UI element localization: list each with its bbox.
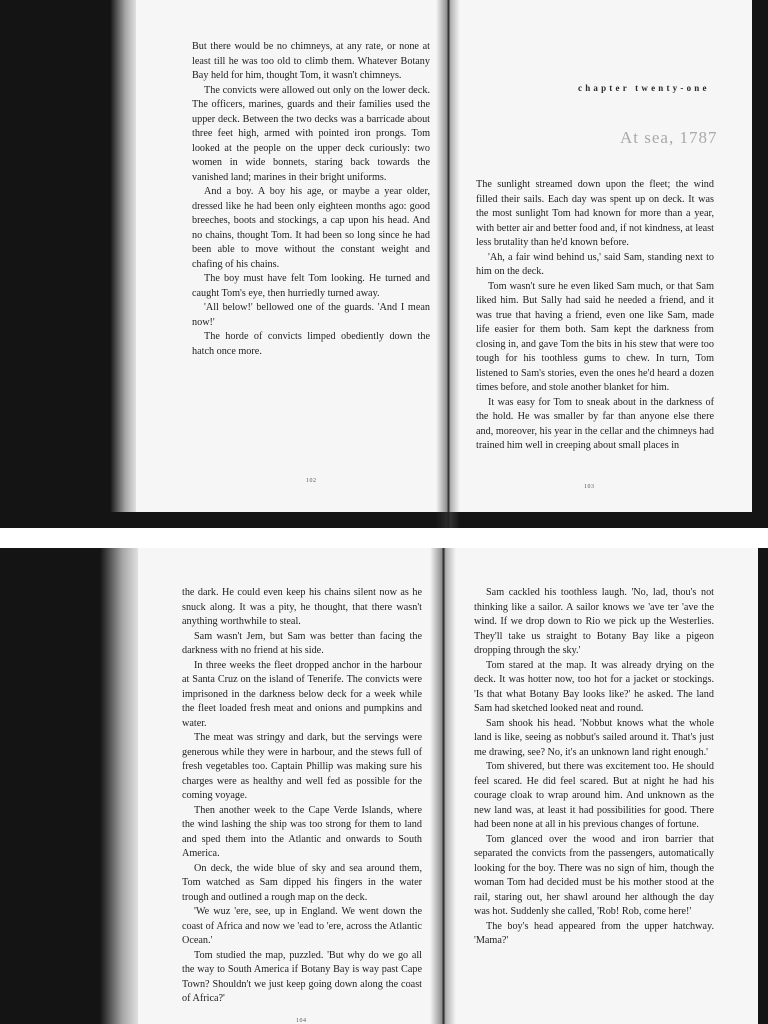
paragraph: The meat was stringy and dark, but the servings were generous while they were in harbour, and the stews full of fresh vegetables too. Captain Phillip was making sure his charges were as healthy and well fed as possible for the coming voyage. [182, 732, 422, 801]
page-102-body [192, 40, 430, 359]
paragraph: 'We wuz 'ere, see, up in England. We went down the coast of Africa and now we 'ead to 'ere, across the Atlantic Ocean.' [182, 906, 422, 946]
paragraph: The convicts were allowed out only on the lower deck. The officers, marines, guards and their families used the upper deck. Between the two decks was a barricade about three feet high, armed with pointed iron prongs. Tom looked at the people on the upper deck curiously: two women in wide bonnets, staring back towards the vanished land; marines in their bright uniforms. [192, 84, 430, 183]
scan-background-right [758, 548, 768, 1024]
book-spine-gutter [430, 548, 456, 1024]
paragraph: Tom wasn't sure he even liked Sam much, or that Sam liked him. But Sally had said he needed a friend, and it was true that having a friend, even one like Sam, made life easier for them both. Sam kept the darkness from closing in, and gave Tom the bits in his stew that were too tough for his toothless gums to chew. In turn, Tom listened to Sam's stories, even the ones he'd heard a dozen times before, and stole another blanket for him. [476, 280, 714, 393]
paragraph: Then another week to the Cape Verde Islands, where the wind lashing the ship was too strong for them to land and sped them into the Atlantic and onwards to South America. [182, 804, 422, 859]
paragraph: Tom stared at the map. It was already drying on the deck. It was hotter now, too hot for a jacket or stockings. 'Is that what Botany Bay looks like?' he asked. The land Sam had sketched looked neat and round. [474, 659, 714, 714]
paragraph: 'All below!' bellowed one of the guards. 'And I mean now!' [192, 302, 430, 328]
page-104-body [182, 586, 422, 1007]
page-103-body [476, 178, 714, 454]
book-spine-gutter [436, 0, 460, 528]
paragraph: The boy's head appeared from the upper hatchway. 'Mama?' [474, 920, 714, 946]
scan-background-left [0, 548, 100, 1024]
paragraph: In three weeks the fleet dropped anchor in the harbour at Santa Cruz on the island of Tenerife. The convicts were imprisoned in the darkness below deck for a week while the fleet loaded fresh meat and onions and pumpkins and water. [182, 659, 422, 729]
page-103 [448, 0, 752, 512]
scan-background-bottom [0, 512, 768, 528]
page-102 [110, 0, 448, 512]
paragraph: The sunlight streamed down upon the fleet; the wind filled their sails. Each day was spent up on deck. It was the most sunlight Tom had known for more than a year, with better air and better food and, if not kindness, at least less brutality than he'd known before. [476, 179, 714, 248]
paragraph: The boy must have felt Tom looking. He turned and caught Tom's eye, then hurriedly turned away. [192, 273, 430, 299]
page-105-body [474, 586, 714, 949]
paragraph: 'Ah, a fair wind behind us,' said Sam, standing next to him on the deck. [476, 251, 714, 277]
paragraph: Tom studied the map, puzzled. 'But why do we go all the way to South America if Botany Bay is way past Cape Town? Shouldn't we just keep going down along the coast of Africa?' [182, 949, 422, 1004]
scan-background-left [0, 0, 110, 528]
page-edge-shadow [110, 0, 136, 512]
scan-background-right [752, 0, 768, 528]
paragraph: the dark. He could even keep his chains silent now as he snuck along. It was a pity, he thought, that there wasn't anything worthwhile to steal. [182, 587, 422, 627]
page-number: 102 [306, 478, 317, 484]
paragraph: It was easy for Tom to sneak about in the darkness of the hold. He was smaller by far than anyone else there and, moreover, his year in the cellar and the chimneys had trained him well in creeping about small places in [476, 396, 714, 451]
page-104 [100, 548, 444, 1024]
page-edge-shadow [100, 548, 138, 1024]
paragraph: On deck, the wide blue of sky and sea around them, Tom watched as Sam dipped his fingers in the water trough and outlined a rough map on the deck. [182, 862, 422, 903]
chapter-title: At sea, 1787 [620, 128, 718, 147]
paragraph: Tom shivered, but there was excitement too. He should feel scared. He did feel scared. But at night he had his courage cloak to wrap around him. And unknown as the new land was, at least it had possibilities for good. There had been none at all in his previous changes of fortune. [474, 761, 714, 830]
paragraph: And a boy. A boy his age, or maybe a year older, dressed like he had been only eighteen months ago: good breeches, boots and stockings, a cap upon his head. And no chains, thought Tom. It had been so long since he had been able to move without the constant weight and chafing of his chains. [192, 186, 430, 270]
chapter-label: chapter twenty-one [578, 83, 710, 93]
page-number: 103 [584, 484, 595, 490]
paragraph: Sam wasn't Jem, but Sam was better than facing the darkness with no friend at his side. [182, 630, 422, 656]
paragraph: Sam cackled his toothless laugh. 'No, lad, thou's not thinking like a sailor. A sailor knows we 'ave ter 'ave the wind. If we drop down to Rio we pick up the Westerlies. They'll take us straight to Botany Bay like a pigeon dropping through the sky.' [474, 587, 714, 656]
paragraph: Sam shook his head. 'Nobbut knows what the whole land is like, seeing as nobbut's sailed around it. That's just me drawing, see? No, it's an unknown land right enough.' [474, 717, 714, 758]
paragraph: But there would be no chimneys, at any rate, or none at least till he was too old to climb them. Whatever Botany Bay held for him, thought Tom, it wasn't chimneys. [192, 41, 430, 81]
page-105 [444, 548, 758, 1024]
page-number: 104 [296, 1018, 307, 1024]
bottom-spread [0, 548, 768, 1024]
paragraph: The horde of convicts limped obediently down the hatch once more. [192, 331, 430, 357]
paragraph: Tom glanced over the wood and iron barrier that separated the convicts from the passengers, automatically looking for the boy. There was no sign of him, though the woman Tom had decided must be his mother stood at the rail, staring out, her shawl around her although the day was hot. Suddenly she called, 'Rob! Rob, come here!' [474, 833, 714, 917]
